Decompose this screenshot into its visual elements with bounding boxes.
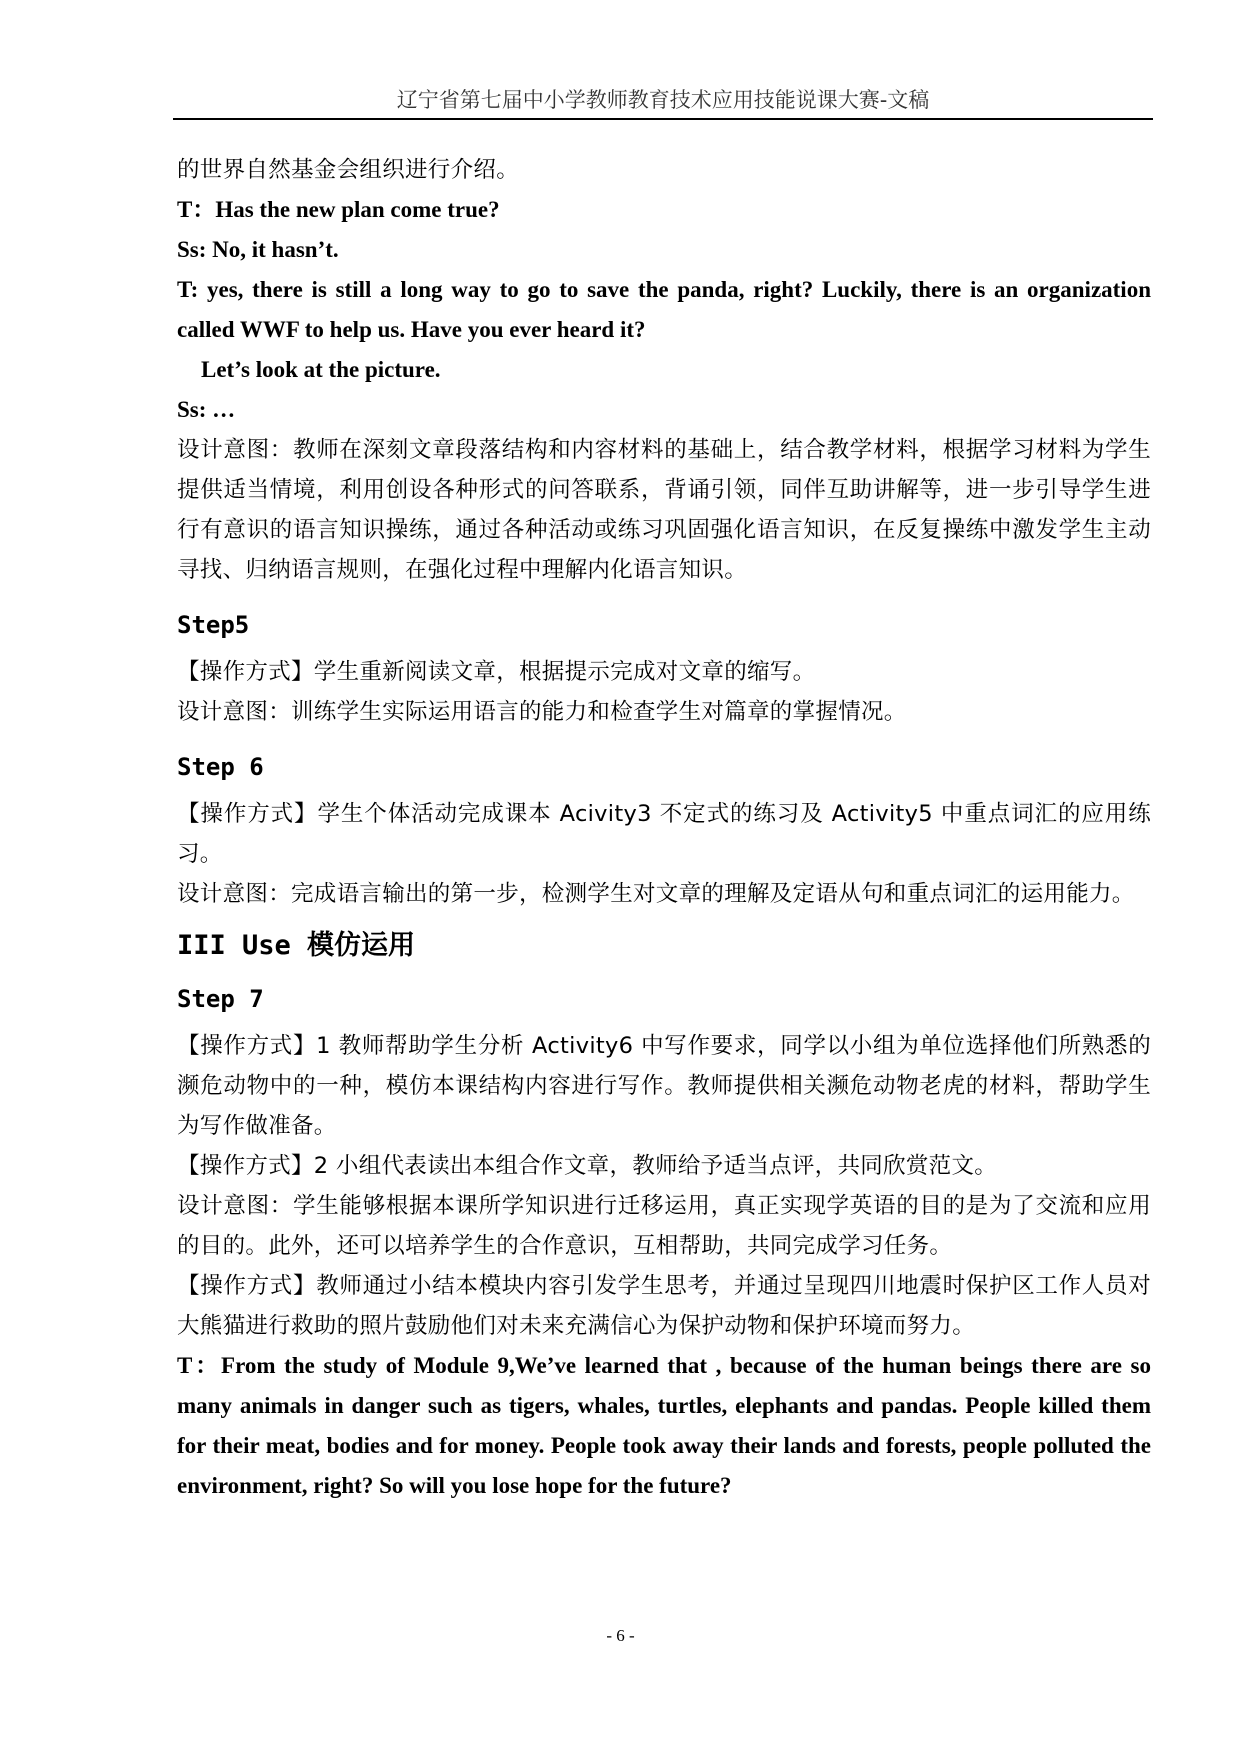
header-divider — [173, 118, 1153, 120]
dialogue-line: Let’s look at the picture. — [201, 357, 441, 382]
document-body — [177, 150, 1151, 1506]
section-heading: III Use 模仿运用 — [177, 930, 416, 961]
dialogue-line: Ss: No, it hasn’t. — [177, 237, 339, 262]
operation-paragraph: 【操作方式】教师通过小结本模块内容引发学生思考，并通过呈现四川地震时保护区工作人员对大熊猫进行救助的照片鼓励他们对未来充满信心为保护动物和保护环境而努力。 — [177, 1273, 1151, 1339]
operation-paragraph: 【操作方式】1 教师帮助学生分析 Activity6 中写作要求，同学以小组为单位选择他们所熟悉的濒危动物中的一种，模仿本课结构内容进行写作。教师提供相关濒危动物老虎的材料，帮助学生为写作做准备。 — [177, 1033, 1151, 1139]
operation-paragraph: 【操作方式】学生个体活动完成课本 Acivity3 不定式的练习及 Activity5 中重点词汇的应用练习。 — [177, 801, 1151, 867]
page-number: - 6 - — [606, 1626, 635, 1645]
design-intent-paragraph: 设计意图：教师在深刻文章段落结构和内容材料的基础上，结合教学材料，根据学习材料为学生提供适当情境，利用创设各种形式的问答联系，背诵引领，同伴互助讲解等，进一步引导学生进行有意识的语言知识操练，通过各种活动或练习巩固强化语言知识，在反复操练中激发学生主动寻找、归纳语言规则，在强化过程中理解内化语言知识。 — [177, 437, 1151, 583]
paragraph: 的世界自然基金会组织进行介绍。 — [177, 157, 520, 183]
dialogue-line: T：From the study of Module 9,We’ve learned that , because of the human beings there are so many animals in danger such as tigers, whales, turtles, elephants and pandas. People killed them for their meat, bodies and for money. People took away their lands and forests, people polluted the environment, right? So will you lose hope for the future? — [177, 1353, 1151, 1498]
dialogue-line: Ss: … — [177, 397, 236, 422]
step-heading: Step5 — [177, 611, 250, 639]
design-intent-paragraph: 设计意图：学生能够根据本课所学知识进行迁移运用，真正实现学英语的目的是为了交流和应用的目的。此外，还可以培养学生的合作意识，互相帮助，共同完成学习任务。 — [177, 1193, 1151, 1259]
operation-paragraph: 【操作方式】学生重新阅读文章，根据提示完成对文章的缩写。 — [177, 659, 816, 685]
dialogue-line: T: yes, there is still a long way to go to save the panda, right? Luckily, there is an organization called WWF to help us. Have you ever heard it? — [177, 277, 1151, 342]
dialogue-line: T：Has the new plan come true? — [177, 197, 500, 222]
design-intent-paragraph: 设计意图：训练学生实际运用语言的能力和检查学生对篇章的掌握情况。 — [177, 699, 907, 725]
step-heading: Step 6 — [177, 753, 264, 781]
step-heading: Step 7 — [177, 985, 264, 1013]
operation-paragraph: 【操作方式】2 小组代表读出本组合作文章，教师给予适当点评，共同欣赏范文。 — [177, 1153, 998, 1179]
design-intent-paragraph: 设计意图：完成语言输出的第一步，检测学生对文章的理解及定语从句和重点词汇的运用能力。 — [177, 881, 1135, 907]
document-header: 辽宁省第七届中小学教师教育技术应用技能说课大赛-文稿 — [396, 88, 930, 112]
